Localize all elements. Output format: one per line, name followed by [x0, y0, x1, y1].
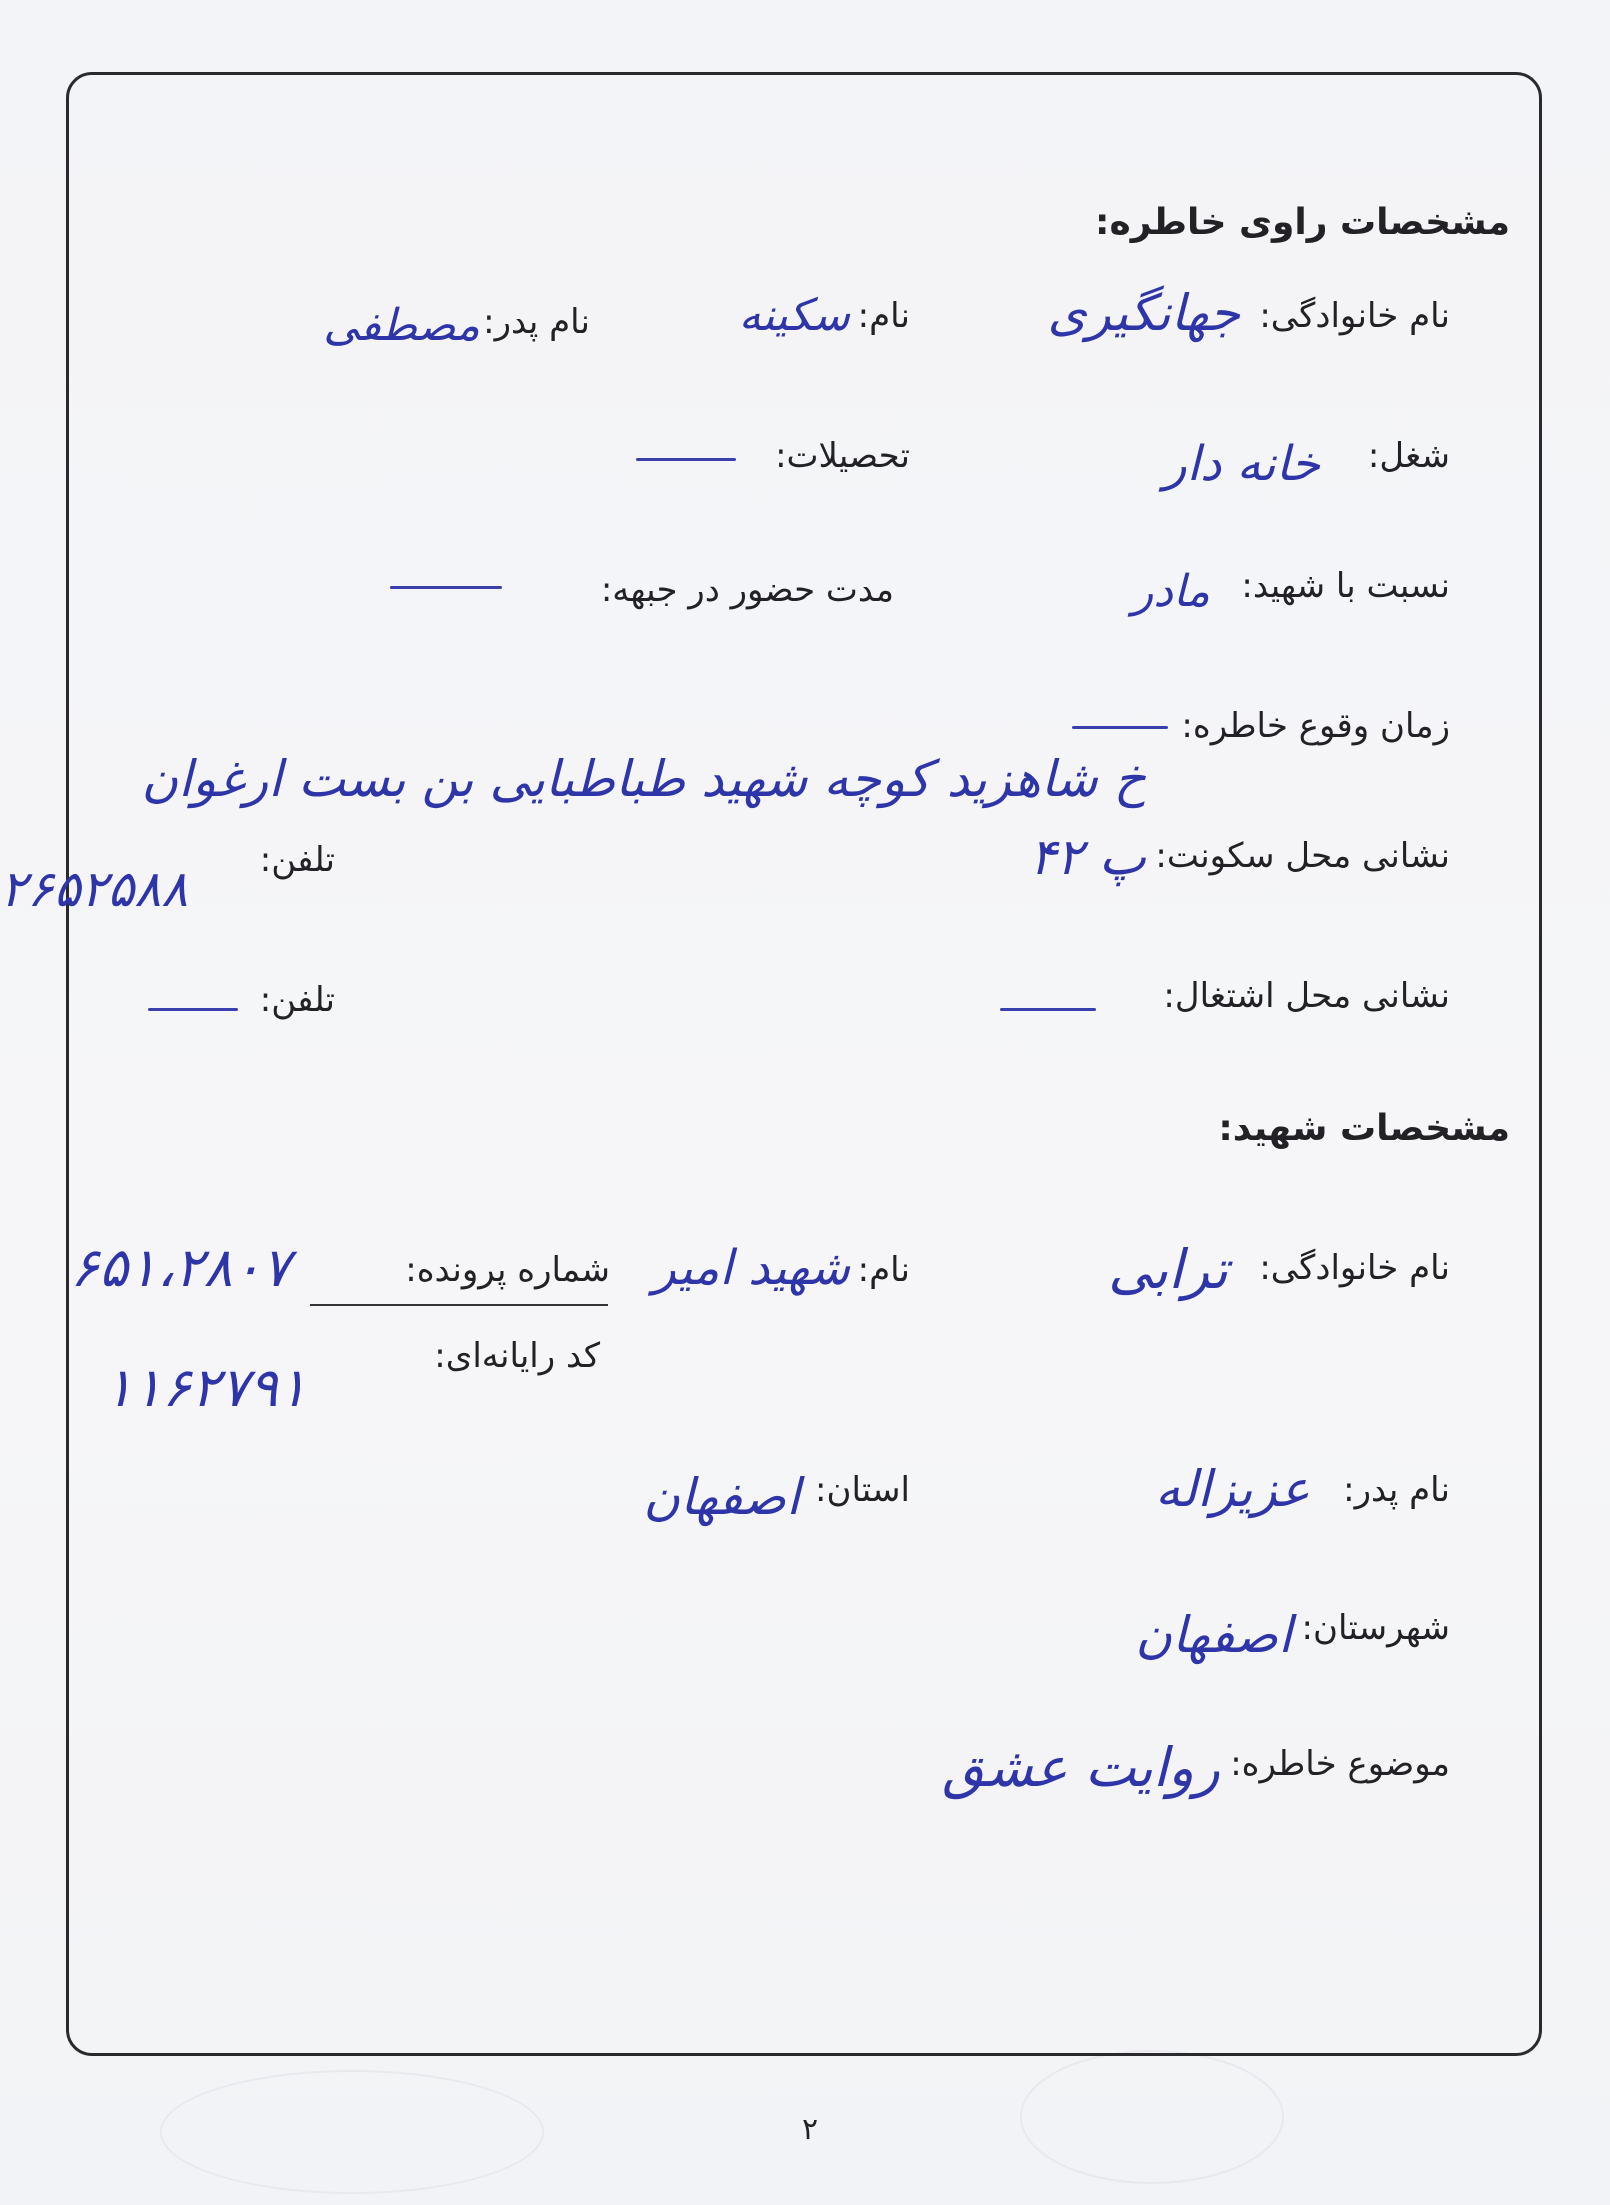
narrator-occupation-label: شغل:	[1367, 436, 1450, 476]
narrator-education-blank	[636, 458, 736, 461]
martyr-computer-code-value: ۱۱۶۲۷۹۱	[104, 1356, 308, 1419]
martyr-file-number-underline	[310, 1304, 608, 1306]
martyr-family-name-label: نام خانوادگی:	[1259, 1248, 1450, 1288]
narrator-relation-label: نسبت با شهید:	[1241, 566, 1450, 606]
narrator-residence-phone-label: تلفن:	[259, 840, 335, 880]
narrator-work-phone-blank	[148, 1008, 238, 1011]
narrator-heading: مشخصات راوی خاطره:	[1095, 202, 1510, 243]
martyr-first-name-label: نام:	[857, 1250, 910, 1290]
martyr-computer-code-label: کد رایانه‌ای:	[434, 1336, 600, 1376]
narrator-residence-address-value: خ شاهزید کوچه شهید طباطبایی بن بست ارغوان پ ۴۲	[141, 750, 1146, 886]
martyr-memory-subject-value: روایت عشق	[942, 1736, 1220, 1799]
narrator-relation-value: مادر	[1132, 566, 1210, 617]
narrator-father-name-value: مصطفی	[323, 300, 480, 351]
narrator-work-address-label: نشانی محل اشتغال:	[1163, 976, 1450, 1016]
narrator-first-name-value: سکینه	[738, 290, 850, 341]
martyr-province-value: اصفهان	[643, 1468, 800, 1526]
narrator-father-name-label: نام پدر:	[483, 302, 590, 342]
martyr-first-name-value: شهید امیر	[652, 1240, 850, 1296]
narrator-residence-address-label: نشانی محل سکونت:	[1155, 836, 1450, 876]
page-number: ۲	[801, 2112, 819, 2147]
narrator-first-name-label: نام:	[857, 296, 910, 336]
narrator-work-phone-label: تلفن:	[259, 980, 335, 1020]
narrator-memory-time-blank	[1072, 726, 1168, 729]
narrator-work-address-blank	[1000, 1008, 1096, 1011]
martyr-father-name-label: نام پدر:	[1343, 1470, 1450, 1510]
martyr-father-name-value: عزیزاله	[1155, 1460, 1310, 1518]
martyr-file-number-label: شماره پرونده:	[405, 1250, 610, 1290]
martyr-city-value: اصفهان	[1135, 1606, 1292, 1664]
martyr-file-number-value: ۶۵۱،۲۸۰۷	[70, 1236, 291, 1299]
narrator-education-label: تحصیلات:	[775, 436, 910, 476]
martyr-memory-subject-label: موضوع خاطره:	[1230, 1744, 1450, 1784]
narrator-family-name-label: نام خانوادگی:	[1259, 296, 1450, 336]
narrator-residence-phone-value: ۲۶۵۲۵۸۸	[0, 860, 188, 918]
martyr-city-label: شهرستان:	[1301, 1608, 1450, 1648]
narrator-front-duration-label: مدت حضور در جبهه:	[600, 570, 894, 610]
narrator-occupation-value: خانه دار	[1163, 436, 1320, 492]
narrator-family-name-value: جهانگیری	[1047, 284, 1240, 342]
ghost-seal-left	[160, 2070, 544, 2194]
martyr-heading: مشخصات شهید:	[1218, 1108, 1510, 1149]
narrator-front-duration-blank	[390, 586, 502, 589]
narrator-memory-time-label: زمان وقوع خاطره:	[1181, 706, 1450, 746]
martyr-province-label: استان:	[815, 1470, 910, 1510]
martyr-family-name-value: ترابی	[1108, 1238, 1228, 1301]
ghost-seal-right	[1020, 2050, 1284, 2184]
